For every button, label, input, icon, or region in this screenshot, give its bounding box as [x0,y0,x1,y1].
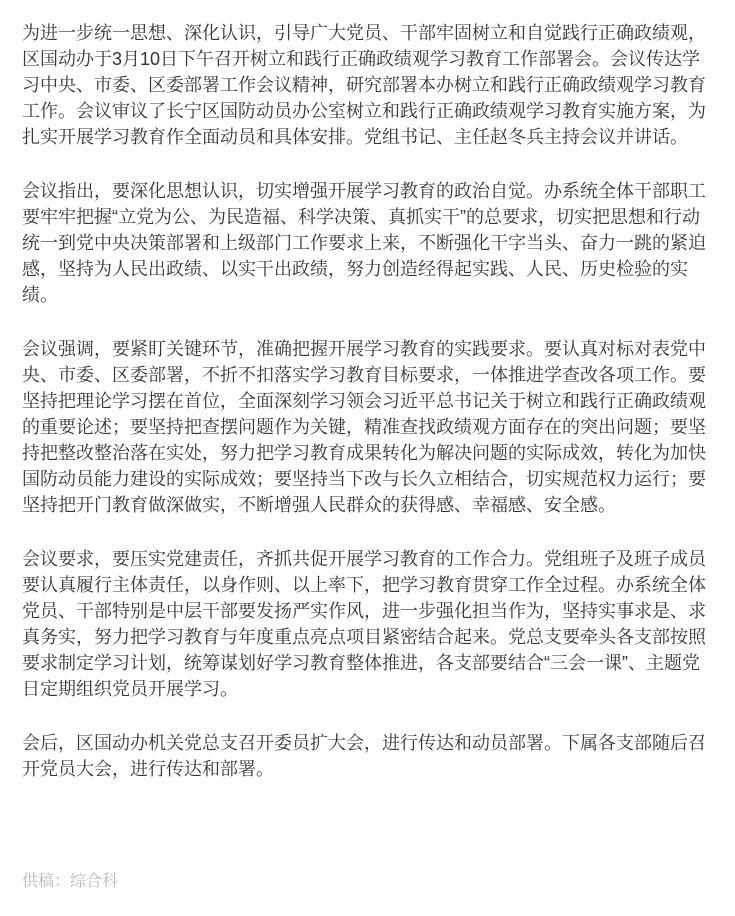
article-paragraph-3: 会议强调，要紧盯关键环节，准确把握开展学习教育的实践要求。要认真对标对表党中央、市委、区委部署，不折不扣落实学习教育目标要求，一体推进学查改各项工作。要坚持把理论学习摆在首位，全面深刻学习领会习近平总书记关于树立和践行正确政绩观的重要论述；要坚持把查摆问题作为关键，精准查找政绩观方面存在的突出问题；要坚持把整改整治落在实处，努力把学习教育成果转化为解决问题的实际成效，转化为加快国防动员能力建设的实际成效；要坚持当下改与长久立相结合，切实规范权力运行；要坚持把开门教育做深做实，不断增强人民群众的获得感、幸福感、安全感。 [22,339,706,515]
article-paragraph-4: 会议要求，要压实党建责任，齐抓共促开展学习教育的工作合力。党组班子及班子成员要认真履行主体责任，以身作则、以上率下，把学习教育贯穿工作全过程。办系统全体党员、干部特别是中层干部要发扬严实作风，进一步强化担当作为，坚持实事求是、求真务实，努力把学习教育与年度重点亮点项目紧密结合起来。党总支要牵头各支部按照要求制定学习计划，统筹谋划好学习教育整体推进，各支部要结合“三会一课”、主题党日定期组织党员开展学习。 [22,549,706,699]
contributor-credit: 供稿：综合科 [22,873,119,890]
article-paragraph-2: 会议指出，要深化思想认识，切实增强开展学习教育的政治自觉。办系统全体干部职工要牢牢把握“立党为公、为民造福、科学决策、真抓实干”的总要求，切实把思想和行动统一到党中央决策部署和上级部门工作要求上来，不断强化干字当头、奋力一跳的紧迫感，坚持为人民出政绩、以实干出政绩，努力创造经得起实践、人民、历史检验的实绩。 [22,181,706,305]
article-paragraph-1: 为进一步统一思想、深化认识，引导广大党员、干部牢固树立和自觉践行正确政绩观，区国动办于3月10日下午召开树立和践行正确政绩观学习教育工作部署会。会议传达学习中央、市委、区委部署工作会议精神，研究部署本办树立和践行正确政绩观学习教育工作。会议审议了长宁区国防动员办公室树立和践行正确政绩观学习教育实施方案，为扎实开展学习教育作全面动员和具体安排。党组书记、主任赵冬兵主持会议并讲话。 [22,23,706,147]
article-paragraph-5: 会后，区国动办机关党总支召开委员扩大会，进行传达和动员部署。下属各支部随后召开党员大会，进行传达和部署。 [22,733,706,779]
